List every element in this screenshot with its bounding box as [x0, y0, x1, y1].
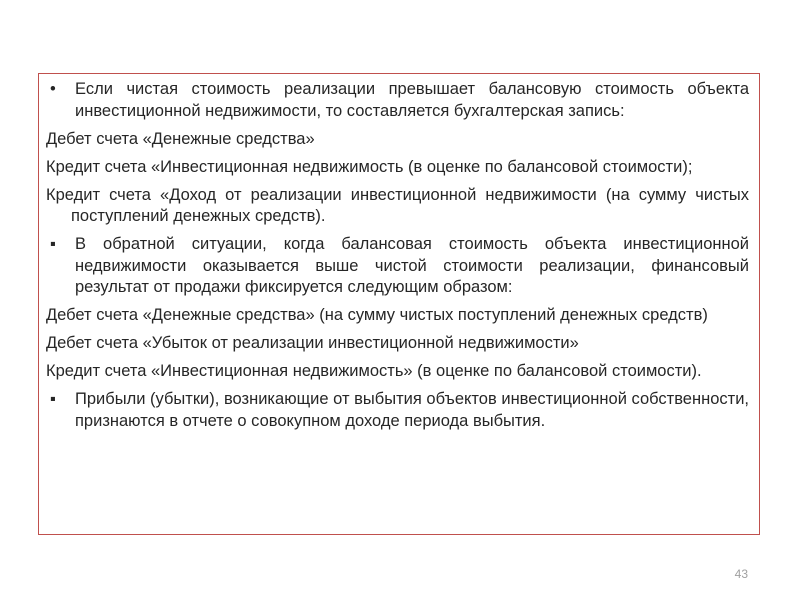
entry-line: Дебет счета «Убыток от реализации инвестиционной недвижимости» [46, 334, 579, 352]
slide-body [46, 79, 749, 439]
bullet-item [46, 389, 749, 432]
entry-line: Кредит счета «Инвестиционная недвижимость» (в оценке по балансовой стоимости). [46, 362, 702, 380]
bullet-square-icon: ▪ [50, 390, 56, 408]
bullet-round-icon: • [50, 80, 56, 98]
bullet-square-icon: ▪ [50, 235, 56, 253]
bullet-item [46, 79, 749, 122]
bullet-text: Прибыли (убытки), возникающие от выбытия объектов инвестиционной собственности, признаются в отчете о совокупном доходе периода выбытия. [75, 390, 749, 430]
entry-line: Дебет счета «Денежные средства» (на сумму чистых поступлений денежных средств) [46, 306, 708, 324]
bullet-text: В обратной ситуации, когда балансовая стоимость объекта инвестиционной недвижимости оказывается выше чистой стоимости реализации, финансовый результат от продажи фиксируется следующим образом: [75, 235, 749, 296]
page-number: 43 [734, 567, 748, 581]
bullet-item [46, 234, 749, 299]
entry-line: Кредит счета «Инвестиционная недвижимость (в оценке по балансовой стоимости); [46, 157, 693, 176]
entry-line: Дебет счета «Денежные средства» [46, 129, 315, 148]
bullet-text: Если чистая стоимость реализации превышает балансовую стоимость объекта инвестиционной недвижимости, то составляется бухгалтерская запись: [75, 80, 749, 120]
entry-line: Кредит счета «Доход от реализации инвестиционной недвижимости (на сумму чистых поступлений денежных средств). [46, 185, 749, 225]
